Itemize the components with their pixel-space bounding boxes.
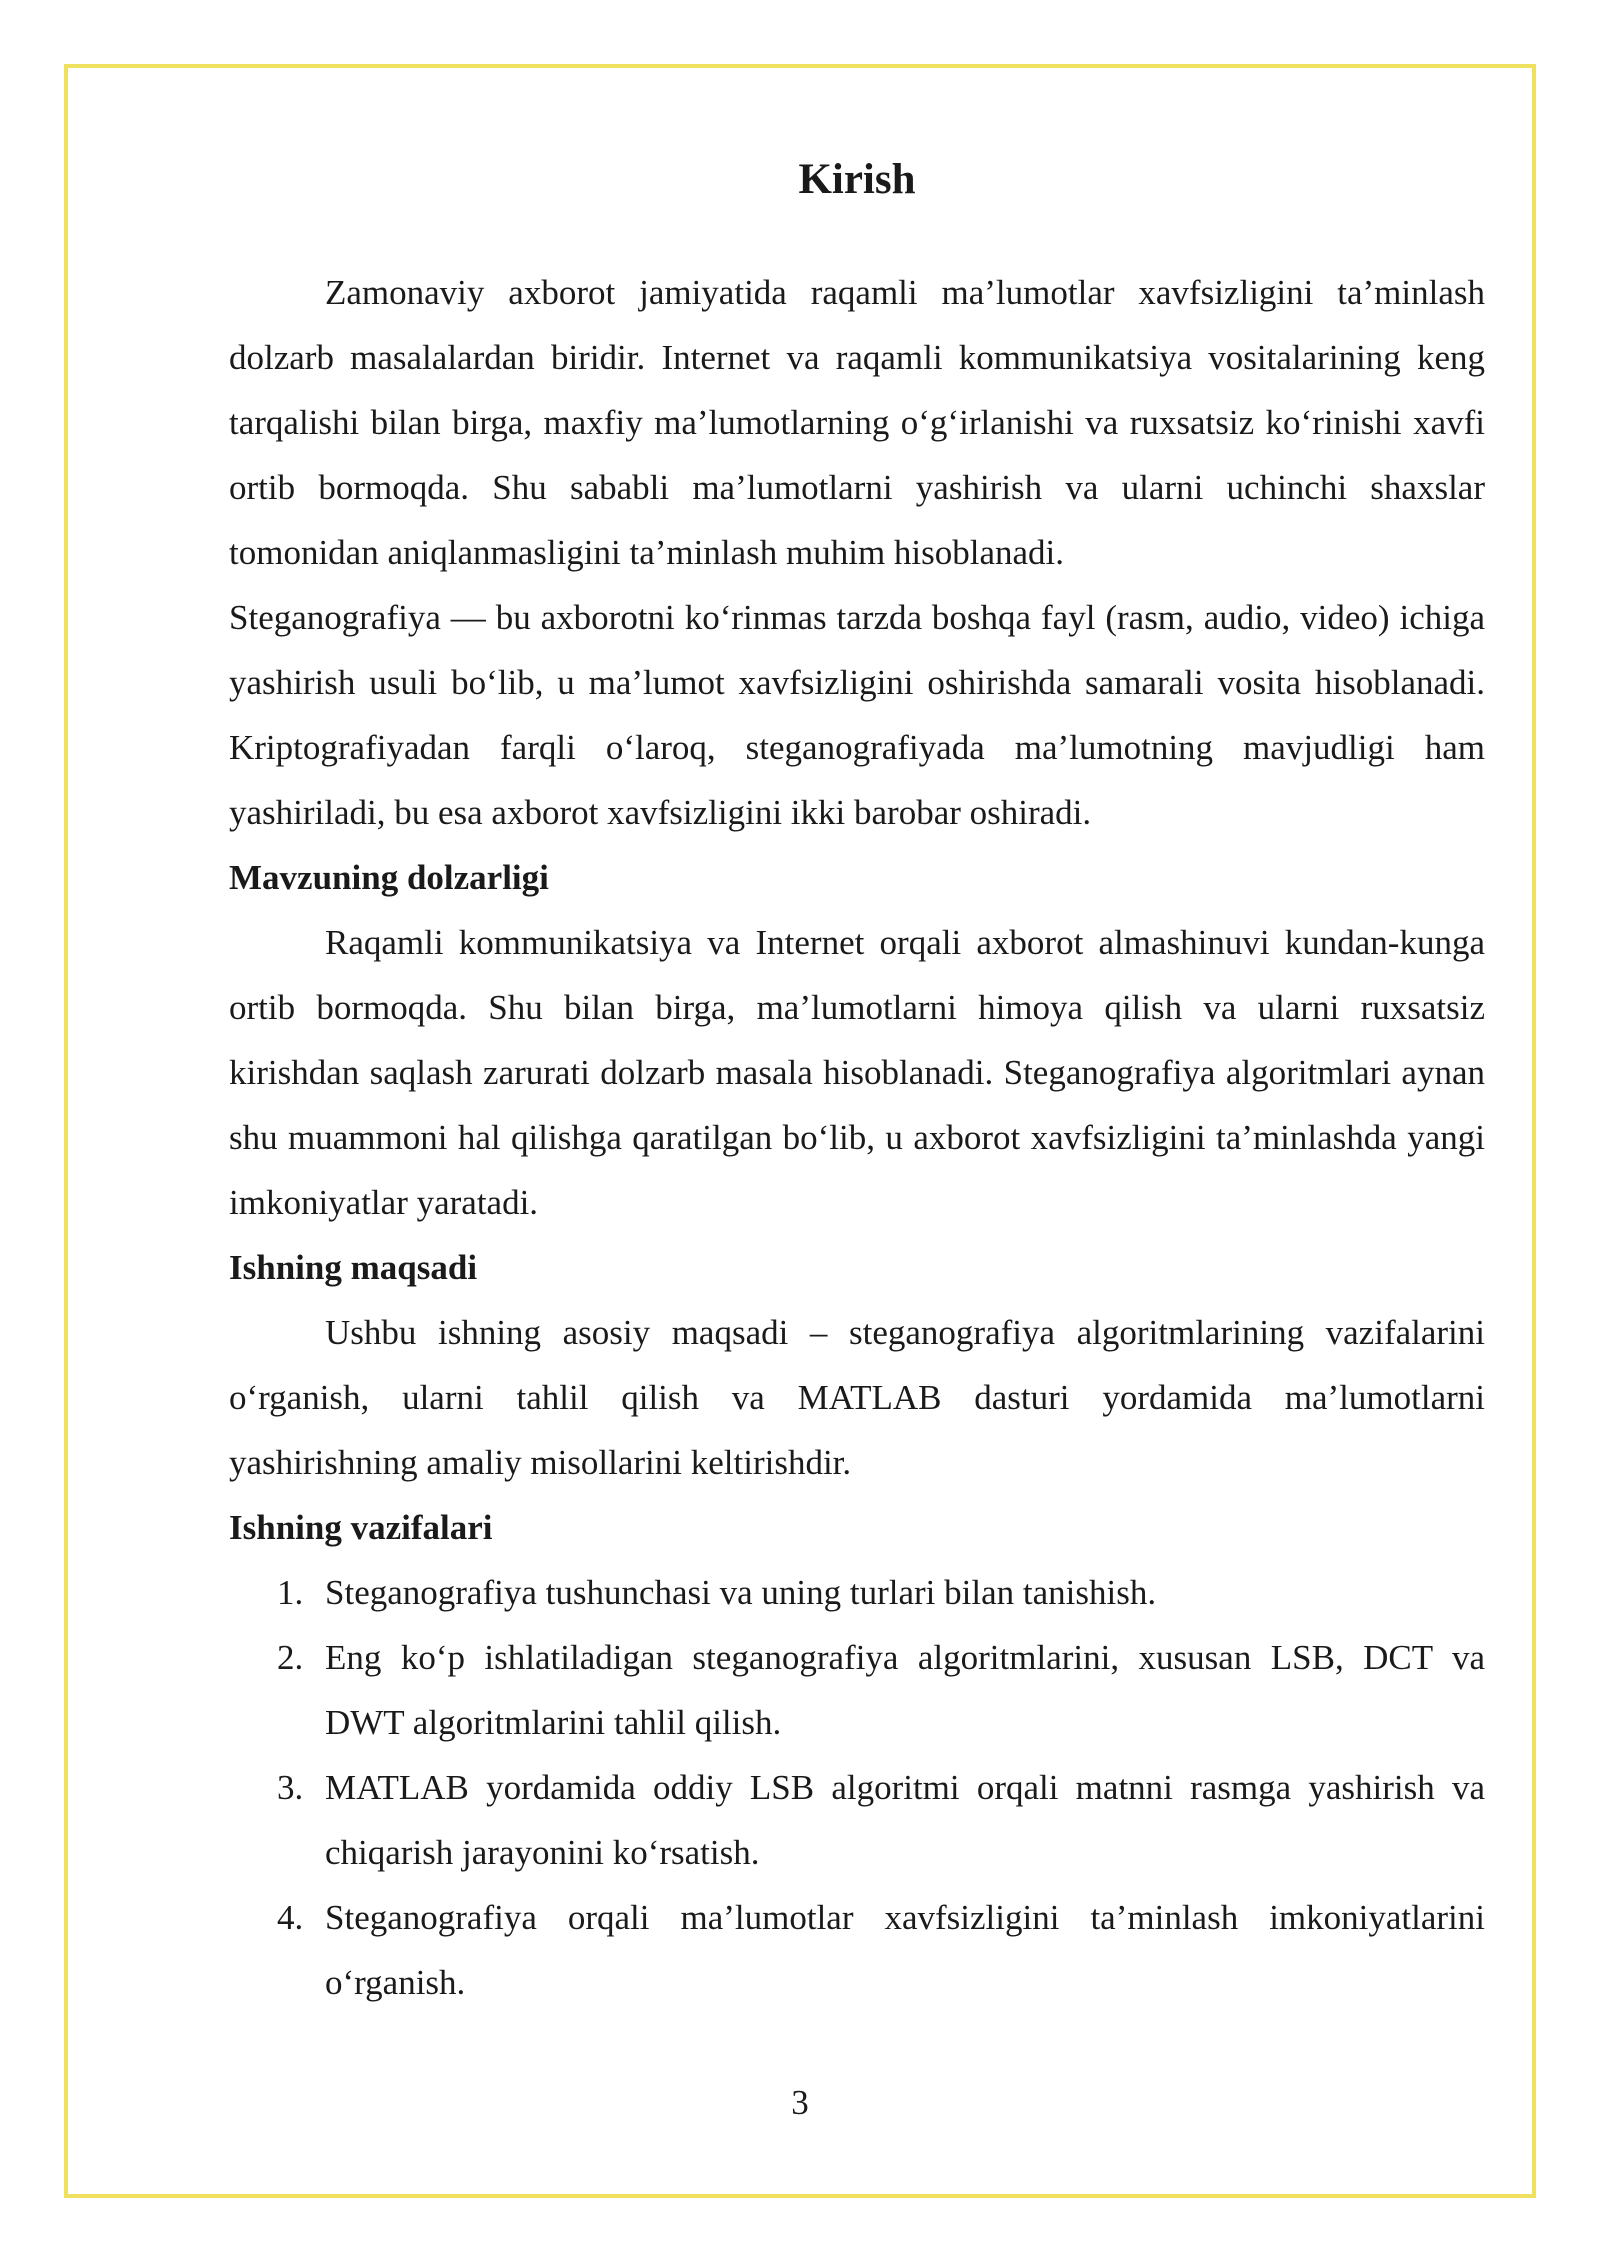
list-item-text: Steganografiya orqali ma’lumotlar xavfsizligini ta’minlash imkoniyatlarini o‘rganish. — [325, 1898, 1485, 2002]
list-item-number: 2. — [277, 1638, 304, 1677]
list-item-number: 1. — [277, 1573, 304, 1612]
relevance-paragraph: Raqamli kommunikatsiya va Internet orqali axborot almashinuvi kundan-kunga ortib bormoqda. Shu bilan birga, ma’lumotlarni himoya qilish va ularni ruxsatsiz kirishdan saqlash zarurati dolzarb masala hisoblanadi. Steganografiya algoritmlari aynan shu muammoni hal qilishga qaratilgan bo‘lib, u axborot xavfsizligini ta’minlashda yangi imkoniyatlar yaratadi. — [229, 923, 1485, 1222]
list-item-text: Eng ko‘p ishlatiladigan steganografiya algoritmlarini, xususan LSB, DCT va DWT algoritmlarini tahlil qilish. — [325, 1638, 1485, 1742]
page-title: Kirish — [798, 156, 916, 203]
goal-heading: Ishning maqsadi — [229, 1248, 478, 1287]
list-item-number: 3. — [277, 1768, 304, 1807]
tasks-heading: Ishning vazifalari — [229, 1508, 493, 1547]
goal-paragraph: Ushbu ishning asosiy maqsadi – steganografiya algoritmlarining vazifalarini o‘rganish, ularni tahlil qilish va MATLAB dasturi yordamida ma’lumotlarni yashirishning amaliy misollarini keltirishdir. — [229, 1313, 1485, 1482]
list-item-text: Steganografiya tushunchasi va uning turlari bilan tanishish. — [325, 1573, 1157, 1612]
tasks-list — [229, 1560, 1485, 2015]
document-body — [229, 140, 1485, 2015]
list-item — [229, 1755, 1485, 1885]
intro-paragraph-2: Steganografiya — bu axborotni ko‘rinmas tarzda boshqa fayl (rasm, audio, video) ichiga yashirish usuli bo‘lib, u ma’lumot xavfsizligini oshirishda samarali vosita hisoblanadi. Kriptografiyadan farqli o‘laroq, steganografiyada ma’lumotning mavjudligi ham yashiriladi, bu esa axborot xavfsizligini ikki barobar oshiradi. — [229, 598, 1485, 832]
list-item-number: 4. — [277, 1898, 304, 1937]
list-item — [229, 1625, 1485, 1755]
list-item — [229, 1560, 1485, 1625]
intro-paragraph-1: Zamonaviy axborot jamiyatida raqamli ma’lumotlar xavfsizligini ta’minlash dolzarb masalalardan biridir. Internet va raqamli kommunikatsiya vositalarining keng tarqalishi bilan birga, maxfiy ma’lumotlarning o‘g‘irlanishi va ruxsatsiz ko‘rinishi xavfi ortib bormoqda. Shu sababli ma’lumotlarni yashirish va ularni uchinchi shaxslar tomonidan aniqlanmasligini ta’minlash muhim hisoblanadi. — [229, 273, 1485, 572]
list-item — [229, 1885, 1485, 2015]
relevance-heading: Mavzuning dolzarligi — [229, 858, 549, 897]
page-number: 3 — [791, 2083, 809, 2122]
list-item-text: MATLAB yordamida oddiy LSB algoritmi orqali matnni rasmga yashirish va chiqarish jarayonini ko‘rsatish. — [325, 1768, 1485, 1872]
